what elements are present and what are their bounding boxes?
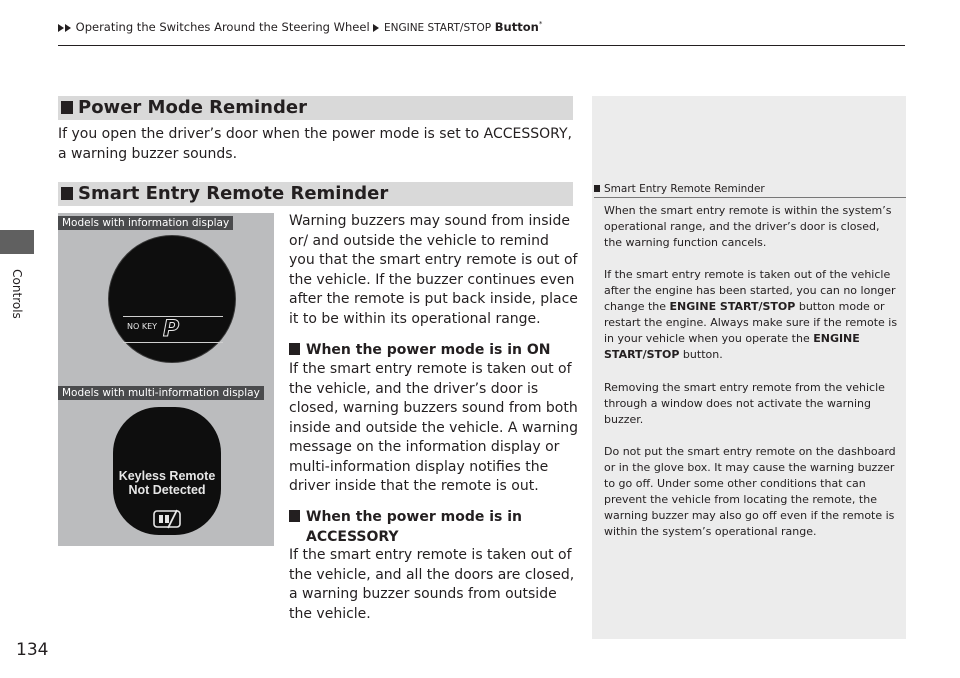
display-text: NO KEY [127,322,158,331]
page-number: 134 [16,640,49,660]
breadcrumb-item[interactable]: Button [494,20,539,34]
subsection-body-on: If the smart entry remote is taken out of the vehicle, and the driver’s door is closed, warning buzzers sound from both inside and outside the vehicle. A warning message on the information display or multi-information display notifies the driver inside that the remote is out. [289,361,579,494]
section-title: Power Mode Reminder [78,97,307,118]
note-paragraph: Do not put the smart entry remote on the dashboard or in the glove box. It may cause the warning buzzer to go off. Under some other conditions that can prevent the vehicle from locating the remote, the warning buzzer may also go off even if the remote is within the system’s operational range. [604,445,896,538]
breadcrumb-item[interactable]: Operating the Switches Around the Steering Wheel [75,20,370,34]
display-message-line: Keyless Remote [118,469,216,483]
breadcrumb-item[interactable]: ENGINE START/STOP [383,22,492,34]
square-bullet-icon [289,510,300,522]
section-intro: Warning buzzers may sound from inside or/ and outside the vehicle to remind you that the smart entry remote is out of the vehicle. If the buzzer continues even after the remote is put back inside, place it to be within its operational range. [289,213,578,327]
subsection-title-accessory: When the power mode is in ACCESSORY [289,508,579,547]
image-caption: Models with multi-information display [58,386,264,400]
header-divider [58,45,905,46]
note-paragraph: If the smart entry remote is taken out of the vehicle after the engine has been started, you can no longer change the ENGINE START/STOP button mode or restart the engine. Always make sure if the remote is in your vehicle when you operate the ENGINE START/STOP button. [604,268,898,361]
arrow-right-icon [373,24,379,32]
chapter-label: Controls [10,269,24,319]
multi-information-display-image [113,407,221,535]
notes-sidebar [592,96,906,639]
subsection-body-accessory: If the smart entry remote is taken out of the vehicle, and all the doors are closed, a warning buzzer sounds from outside the vehicle. [289,547,575,622]
note-paragraph: Removing the smart entry remote from the vehicle through a window does not activate the warning buzzer. [604,381,885,426]
note-paragraph: When the smart entry remote is within the system’s operational range, and the driver’s door is closed, the warning function cancels. [604,204,892,249]
display-message-line: Not Detected [128,483,206,497]
square-bullet-icon [61,101,73,114]
key-fob-icon [153,509,181,529]
chapter-tab[interactable] [0,230,34,254]
square-bullet-icon [61,187,73,200]
information-display-image [108,235,236,363]
arrow-right-icon [58,24,64,32]
arrow-right-icon [65,24,71,32]
footnote-mark: * [538,20,543,29]
square-bullet-icon [594,185,600,192]
note-divider [594,197,906,198]
section-body: If you open the driver’s door when the power mode is set to ACCESSORY, a warning buzzer sounds. [58,126,573,162]
image-caption: Models with information display [58,216,233,230]
display-letter: P [163,317,180,342]
section-header-smart-entry [58,182,573,206]
square-bullet-icon [289,343,300,355]
note-title: Smart Entry Remote Reminder [594,183,765,195]
breadcrumb [58,20,542,34]
section-header-power-mode [58,96,573,120]
section-title: Smart Entry Remote Reminder [78,183,389,204]
subsection-title-on: When the power mode is in ON [289,341,579,361]
